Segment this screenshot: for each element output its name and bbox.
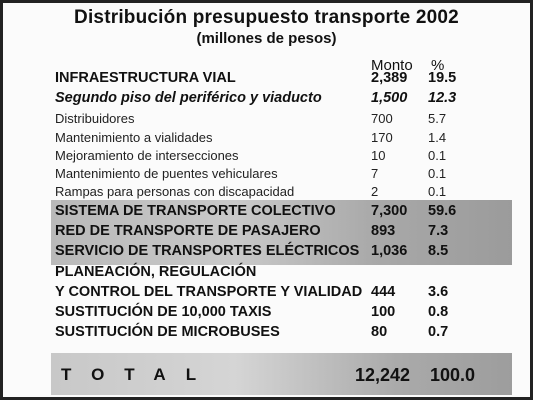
row-value: 444 [371,284,396,300]
row-pct: 0.7 [428,324,449,340]
row-value: 10 [371,148,386,163]
row-value: 170 [371,130,393,145]
row-pct: 0.1 [428,184,447,199]
row-pct: 12.3 [428,90,457,106]
table-row-segundo-piso [55,90,512,109]
table-row-transporte-colectivo [55,203,512,222]
row-label: Y CONTROL DEL TRANSPORTE Y VIALIDAD [55,284,363,300]
row-value: 1,036 [371,243,408,259]
column-header-monto: Monto [371,57,413,74]
row-pct: 0.1 [428,148,447,163]
row-label: Rampas para personas con discapacidad [55,184,295,199]
row-pct: 7.3 [428,223,449,239]
row-value: 7,300 [371,203,408,219]
table-row-red-transporte [55,223,512,242]
table-row-rampas [55,184,512,203]
row-value: 100 [371,304,396,320]
row-pct: 8.5 [428,243,449,259]
row-pct: 1.4 [428,130,447,145]
table-row-microbuses [55,324,512,343]
table-row-infraestructura-vial [55,70,512,89]
column-header-pct: % [431,57,445,74]
row-value: 893 [371,223,396,239]
page-title: Distribución presupuesto transporte 2002 [74,7,459,28]
row-label: Mantenimiento a vialidades [55,130,213,145]
table-row-distribuidores [55,111,512,130]
row-pct: 5.7 [428,111,447,126]
row-label: PLANEACIÓN, REGULACIÓN [55,264,257,280]
row-pct: 59.6 [428,203,457,219]
row-value: 700 [371,111,393,126]
row-value: 1,500 [371,90,408,106]
row-label: INFRAESTRUCTURA VIAL [55,70,236,86]
table-row-planeacion [55,264,512,283]
row-label: Segundo piso del periférico y viaducto [55,90,322,106]
row-label: Mantenimiento de puentes vehiculares [55,166,278,181]
table-row-taxis [55,304,512,323]
row-label: Mejoramiento de intersecciones [55,148,239,163]
table-row-mantenimiento-vialidades [55,130,512,149]
row-value: 7 [371,166,379,181]
row-label: SUSTITUCIÓN DE MICROBUSES [55,324,280,340]
row-label: SUSTITUCIÓN DE 10,000 TAXIS [55,304,272,320]
row-pct: 3.6 [428,284,449,300]
row-label: SERVICIO DE TRANSPORTES ELÉCTRICOS [55,243,360,259]
row-value: 2 [371,184,379,199]
row-value: 2,389 [371,70,408,86]
table-row-transportes-electricos [55,243,512,262]
table-row-control-transporte [55,284,512,303]
total-pct: 100.0 [430,365,476,385]
row-pct: 19.5 [428,70,457,86]
row-label: Distribuidores [55,111,135,126]
row-pct: 0.1 [428,166,447,181]
page-subtitle: (millones de pesos) [196,30,337,47]
row-label: RED DE TRANSPORTE DE PASAJERO [55,223,321,239]
table-row-puentes [55,166,512,185]
total-label: TOTAL [61,365,217,384]
total-value: 12,242 [355,365,411,385]
row-pct: 0.8 [428,304,449,320]
row-label: SISTEMA DE TRANSPORTE COLECTIVO [55,203,336,219]
table-row-intersecciones [55,148,512,167]
row-value: 80 [371,324,388,340]
